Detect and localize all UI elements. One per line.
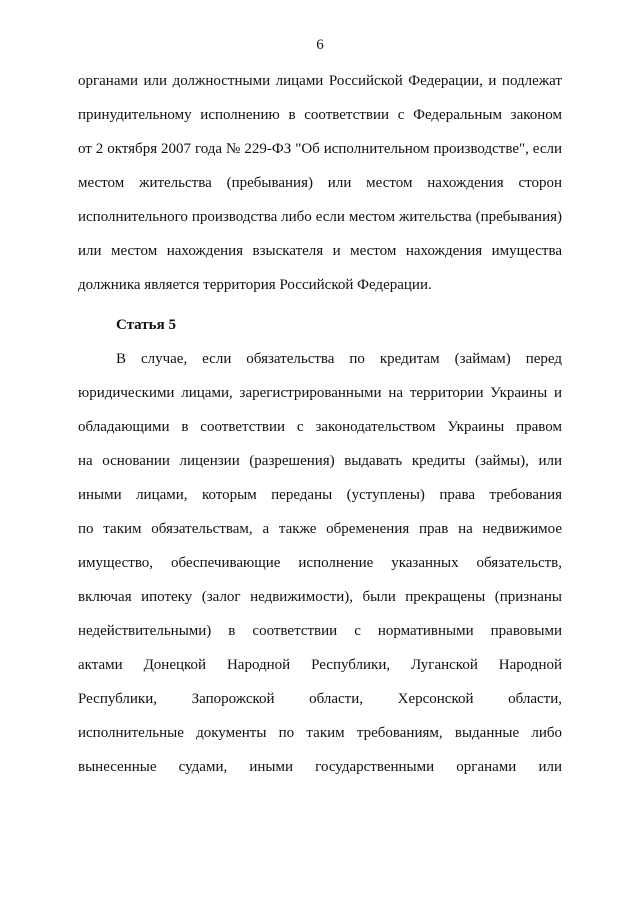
- text-line: юридическими лицами, зарегистрированными на территории Украины и: [78, 385, 562, 401]
- page-number: 6: [316, 37, 324, 53]
- article-5-paragraph: [78, 342, 562, 784]
- paragraph-continuation: [78, 64, 562, 302]
- text-line: органами или должностными лицами Российской Федерации, и подлежат: [78, 73, 562, 89]
- text-line: по таким обязательствам, а также обременения прав на недвижимое: [78, 521, 562, 537]
- text-line: В случае, если обязательства по кредитам (займам) перед: [116, 351, 562, 367]
- text-line: включая ипотеку (залог недвижимости), были прекращены (признаны: [78, 589, 562, 605]
- text-line: принудительному исполнению в соответствии с Федеральным законом: [78, 107, 562, 123]
- text-line: местом жительства (пребывания) или местом нахождения сторон: [78, 175, 562, 191]
- text-line: от 2 октября 2007 года № 229-ФЗ "Об исполнительном производстве", если: [78, 141, 562, 157]
- text-line: иными лицами, которым переданы (уступлены) права требования: [78, 487, 562, 503]
- text-line: или местом нахождения взыскателя и местом нахождения имущества: [78, 243, 562, 259]
- article-heading: Статья 5: [116, 317, 176, 333]
- text-line: Республики, Запорожской области, Херсонской области,: [78, 691, 562, 707]
- text-line: исполнительного производства либо если местом жительства (пребывания): [78, 209, 562, 225]
- text-line: на основании лицензии (разрешения) выдавать кредиты (займы), или: [78, 453, 562, 469]
- text-line: вынесенные судами, иными государственными органами или: [78, 759, 562, 775]
- text-line: актами Донецкой Народной Республики, Луганской Народной: [78, 657, 562, 673]
- text-line: имущество, обеспечивающие исполнение указанных обязательств,: [78, 555, 562, 571]
- text-line: должника является территория Российской Федерации.: [78, 277, 432, 293]
- text-line: обладающими в соответствии с законодательством Украины правом: [78, 419, 562, 435]
- text-line: недействительными) в соответствии с нормативными правовыми: [78, 623, 562, 639]
- text-line: исполнительные документы по таким требованиям, выданные либо: [78, 725, 562, 741]
